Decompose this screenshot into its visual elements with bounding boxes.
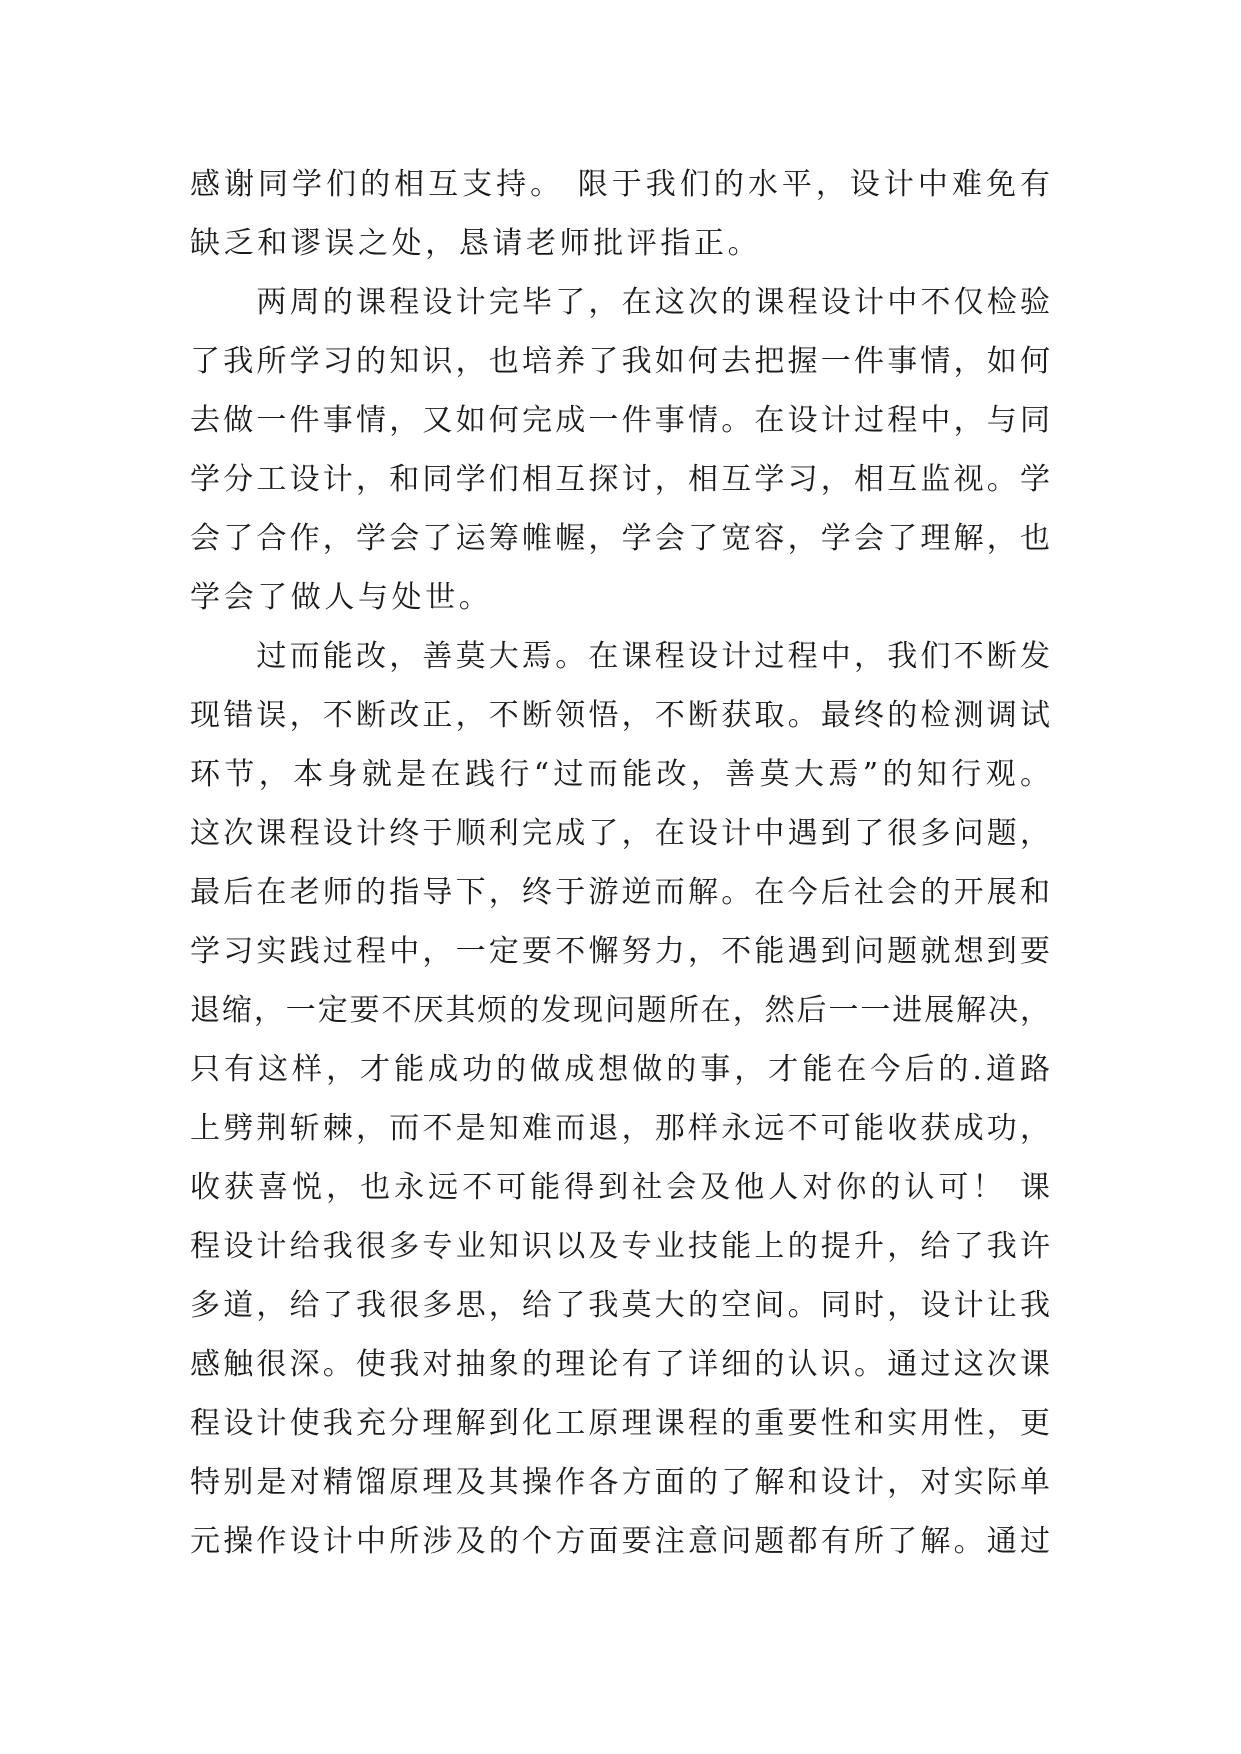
text-line: 过而能改，善莫大焉。在课程设计过程中，我们不断发 [190, 639, 1050, 674]
text-line: 去做一件事情，又如何完成一件事情。在设计过程中，与同 [190, 403, 1050, 438]
text-line: 两周的课程设计完毕了，在这次的课程设计中不仅检验 [190, 285, 1050, 320]
body-text [190, 155, 1050, 1571]
text-line: 学会了做人与处世。 [190, 580, 493, 615]
text-line: 环节，本身就是在践行“过而能改，善莫大焉”的知行观。 [190, 757, 1050, 792]
text-line: 程设计使我充分理解到化工原理课程的重要性和实用性，更 [190, 1406, 1050, 1441]
text-line: 只有这样，才能成功的做成想做的事，才能在今后的.道路 [190, 1052, 1050, 1087]
text-line: 了我所学习的知识，也培养了我如何去把握一件事情，如何 [190, 344, 1050, 379]
text-line: 学分工设计，和同学们相互探讨，相互学习，相互监视。学 [190, 462, 1050, 497]
text-line: 现错误，不断改正，不断领悟，不断获取。最终的检测调试 [190, 698, 1050, 733]
text-line: 这次课程设计终于顺利完成了，在设计中遇到了很多问题， [190, 816, 1050, 851]
text-line: 会了合作，学会了运筹帷幄，学会了宽容，学会了理解，也 [190, 521, 1050, 556]
text-line: 多道，给了我很多思，给了我莫大的空间。同时，设计让我 [190, 1288, 1050, 1323]
text-line: 收获喜悦，也永远不可能得到社会及他人对你的认可！ 课 [190, 1170, 1050, 1205]
text-line: 学习实践过程中，一定要不懈努力，不能遇到问题就想到要 [190, 934, 1050, 969]
text-line: 缺乏和谬误之处，恳请老师批评指正。 [190, 226, 762, 261]
text-line: 退缩，一定要不厌其烦的发现问题所在，然后一一进展解决， [190, 993, 1050, 1028]
text-line: 程设计给我很多专业知识以及专业技能上的提升，给了我许 [190, 1229, 1050, 1264]
text-line: 最后在老师的指导下，终于游逆而解。在今后社会的开展和 [190, 875, 1050, 910]
text-line: 上劈荆斩棘，而不是知难而退，那样永远不可能收获成功， [190, 1111, 1050, 1146]
text-line: 元操作设计中所涉及的个方面要注意问题都有所了解。通过 [190, 1524, 1050, 1559]
text-line: 特别是对精馏原理及其操作各方面的了解和设计，对实际单 [190, 1465, 1050, 1500]
text-line: 感谢同学们的相互支持。 限于我们的水平，设计中难免有 [190, 167, 1050, 202]
text-line: 感触很深。使我对抽象的理论有了详细的认识。通过这次课 [190, 1347, 1050, 1382]
